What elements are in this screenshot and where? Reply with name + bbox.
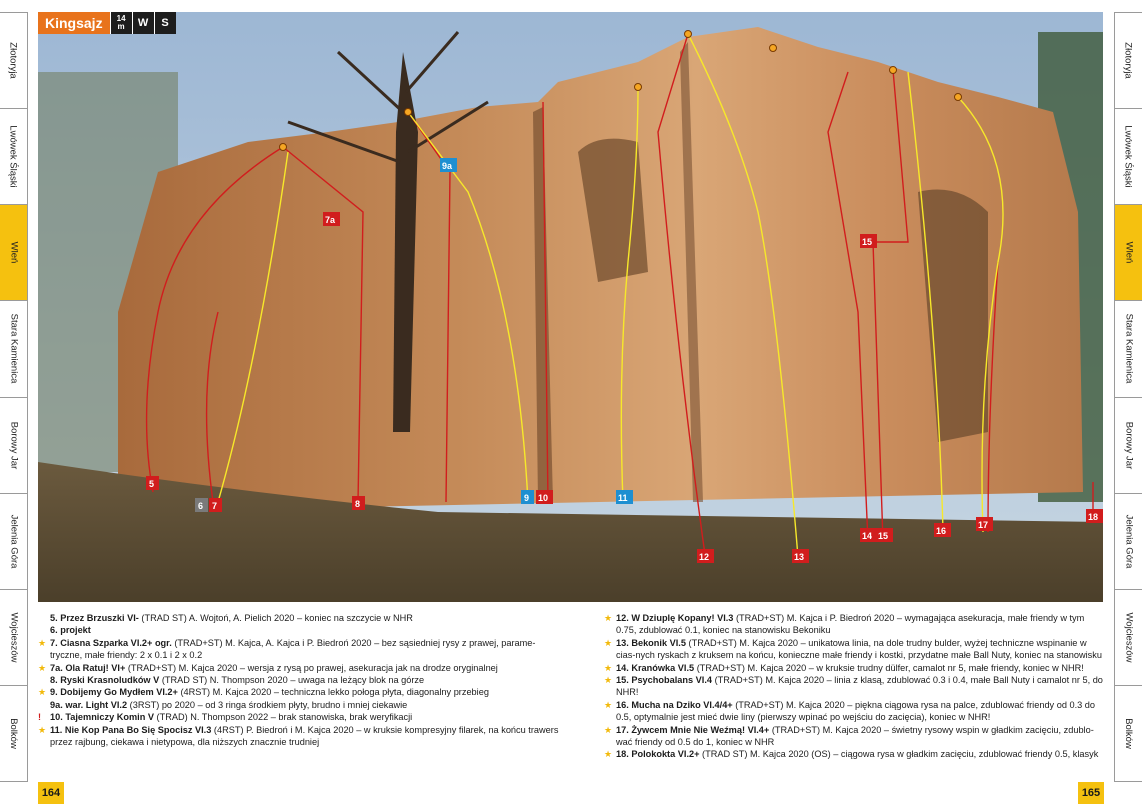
svg-text:11: 11 (618, 493, 628, 503)
marker-10[interactable] (536, 490, 553, 504)
sector-title: Kingsajz (38, 12, 110, 34)
tab-wlen[interactable]: Wleń (0, 205, 28, 301)
route-list-right (606, 612, 1106, 761)
marker-8[interactable] (352, 496, 365, 510)
svg-text:9: 9 (524, 493, 530, 503)
marker-6[interactable] (195, 498, 208, 512)
tab-jelenia-gora[interactable]: Jelenia Góra (1114, 494, 1142, 590)
star-icon: ★ (38, 662, 47, 673)
star-icon: ★ (604, 675, 613, 686)
marker-11[interactable] (616, 490, 633, 504)
sector-header (38, 12, 176, 34)
svg-text:8: 8 (355, 499, 361, 509)
svg-text:16: 16 (936, 526, 947, 536)
left-region-tabs (0, 12, 28, 782)
svg-text:18: 18 (1088, 512, 1099, 522)
route-item: 5. Przez Brzuszki VI- (TRAD ST) A. Wojtoń, A. Pielich 2020 – koniec na szczycie w NHR (50, 613, 413, 623)
tab-borowy-jar[interactable]: Borowy Jar (1114, 398, 1142, 494)
star-icon: ★ (38, 687, 47, 698)
marker-18[interactable] (1086, 509, 1103, 523)
route-item: 8. Ryski Krasnoludków V (TRAD ST) N. Thompson 2020 – uwaga na leżący blok na górze (50, 675, 425, 686)
marker-13[interactable] (792, 549, 809, 563)
route-item: ★ 14. Kranówka VI.5 (TRAD+ST) M. Kajca 2020 – w kruksie trudny dülfer, camalot nr 5, małe friendy, koniec w NHR! (604, 662, 1084, 673)
route-item: 9a. war. Light VI.2 (3RST) po 2020 – od 3 ringa środkiem płyty, brudno i mniej ciekawie (50, 699, 408, 710)
svg-text:15: 15 (878, 531, 889, 541)
star-icon: ★ (604, 613, 613, 623)
route-item: 6. projekt (50, 625, 91, 636)
marker-12[interactable] (697, 549, 714, 563)
route-item: ★ 17. Żywcem Mnie Nie Weźmą! VI.4+ (TRAD+ST) M. Kajca 2020 – świetny rysowy wspin w gładkim zacięciu, zdublo-wać friendy od 0.5 do 1, koniec w NHR (604, 724, 1094, 748)
star-icon: ★ (604, 637, 613, 648)
route-item: ★ 12. W Dziuplę Kopany! VI.3 (TRAD+ST) M. Kajca i P. Biedroń 2020 – wymagająca asekuracja, małe friendy w tym 0.75, zdublować 0.1, koniec na stanowisku Bekoniku (604, 613, 1085, 636)
route-item: ★ 16. Mucha na Dziko VI.4/4+ (TRAD+ST) M. Kajca 2020 – piękna ciągowa rysa na palce, zdublować friendy od 0.3 do 0.5, optymalnie jest mieć dwie liny (pierwszy wpinać po wejściu do zacięcia), koniec w NHR! (604, 699, 1096, 723)
svg-text:7a: 7a (325, 215, 336, 225)
marker-5[interactable] (146, 476, 159, 490)
route-item: ★ 7a. Ola Ratuj! VI+ (TRAD+ST) M. Kajca 2020 – wersja z rysą po prawej, asekuracja jak na drodze oryginalnej (38, 662, 498, 673)
marker-7[interactable] (209, 498, 222, 512)
height-icon: 14 m (110, 12, 132, 34)
aspect-south-icon: S (154, 12, 176, 34)
tab-bolkow[interactable]: Bolków (1114, 686, 1142, 782)
svg-text:12: 12 (699, 552, 710, 562)
route-item: ★ 15. Psychobalans VI.4 (TRAD+ST) M. Kajca 2020 – linia z klasą, zdublować 0.3 i 0.4, małe Ball Nuty i camalot nr 5, do NHR! (604, 675, 1103, 698)
star-icon: ★ (38, 724, 47, 735)
tab-bolkow[interactable]: Bolków (0, 686, 28, 782)
tab-zlotoryja[interactable]: Złotoryja (0, 12, 28, 109)
route-item: ★ 7. Ciasna Szparka VI.2+ ogr. (TRAD+ST) M. Kajca, A. Kajca i P. Biedroń 2020 – bez sąsiedniej rysy z prawej, parame-tryczne, małe friendy: 2 x 0.1 i 2 x 0.2 (38, 637, 536, 661)
svg-text:6: 6 (198, 501, 204, 511)
crag-photo-topo (38, 12, 1103, 602)
star-icon: ★ (38, 637, 47, 648)
svg-text:15: 15 (862, 237, 873, 247)
route-item: ★ 18. Polokokta VI.2+ (TRAD ST) M. Kajca 2020 (OS) – ciągowa rysa w gładkim zacięciu, zdublować friendy 0.5, klasyk (604, 749, 1099, 760)
right-region-tabs (1114, 12, 1142, 782)
marker-16[interactable] (934, 523, 951, 537)
aspect-west-icon: W (132, 12, 154, 34)
marker-15-bottom[interactable] (876, 528, 893, 542)
star-icon: ★ (604, 724, 613, 735)
route-list-left (40, 612, 560, 748)
tab-wojcieszow[interactable]: Wojcieszów (0, 590, 28, 686)
route-item: ★ 9. Dobijemy Go Mydłem VI.2+ (4RST) M. Kajca 2020 – techniczna lekko połoga płyta, diagonalny przebieg (38, 687, 489, 698)
route-item: ★ 13. Bekonik VI.5 (TRAD+ST) M. Kajca 2020 – unikatowa linia, na dole trudny bulder, wyżej techniczne wspinanie w cias-nych ryskach z kruksem na końcu, konieczne małe friendy i kostki, przydatne małe Ball Nuty, koniec na stanowisku (604, 637, 1102, 661)
star-icon: ★ (604, 749, 613, 760)
star-icon: ★ (604, 699, 613, 710)
marker-14[interactable] (860, 528, 877, 542)
marker-7a[interactable] (323, 212, 340, 226)
page-number-right: 165 (1078, 782, 1104, 804)
tab-borowy-jar[interactable]: Borowy Jar (0, 398, 28, 494)
route-item: ! 10. Tajemniczy Komin V (TRAD) N. Thompson 2022 – brak stanowiska, brak weryfikacji (38, 712, 413, 723)
svg-text:14: 14 (862, 531, 873, 541)
tab-lwowek-slaski[interactable]: Lwówek Śląski (0, 109, 28, 205)
tab-stara-kamienica[interactable]: Stara Kamienica (0, 301, 28, 397)
topo-illustration (38, 12, 1103, 602)
svg-text:13: 13 (794, 552, 805, 562)
marker-15-top[interactable] (860, 234, 877, 248)
tab-zlotoryja[interactable]: Złotoryja (1114, 12, 1142, 109)
svg-text:9a: 9a (442, 161, 453, 171)
marker-17[interactable] (976, 517, 993, 531)
svg-text:17: 17 (978, 520, 989, 530)
tab-lwowek-slaski[interactable]: Lwówek Śląski (1114, 109, 1142, 205)
svg-text:7: 7 (212, 501, 218, 511)
svg-text:5: 5 (149, 479, 155, 489)
star-icon: ★ (604, 662, 613, 673)
svg-text:10: 10 (538, 493, 549, 503)
page-number-left: 164 (38, 782, 64, 804)
tab-wlen[interactable]: Wleń (1114, 205, 1142, 301)
marker-9a[interactable] (440, 158, 457, 172)
tab-jelenia-gora[interactable]: Jelenia Góra (0, 494, 28, 590)
marker-9[interactable] (521, 490, 534, 504)
tab-wojcieszow[interactable]: Wojcieszów (1114, 590, 1142, 686)
warning-icon: ! (38, 712, 41, 723)
tab-stara-kamienica[interactable]: Stara Kamienica (1114, 301, 1142, 397)
route-item: ★ 11. Nie Kop Pana Bo Się Spocisz VI.3 (4RST) P. Biedroń i M. Kajca 2020 – w kruksie kompresyjny filarek, na końcu trawers przez rajbung, ciekawa i nietypowa, dla niższych znacznie trudniej (38, 724, 559, 748)
